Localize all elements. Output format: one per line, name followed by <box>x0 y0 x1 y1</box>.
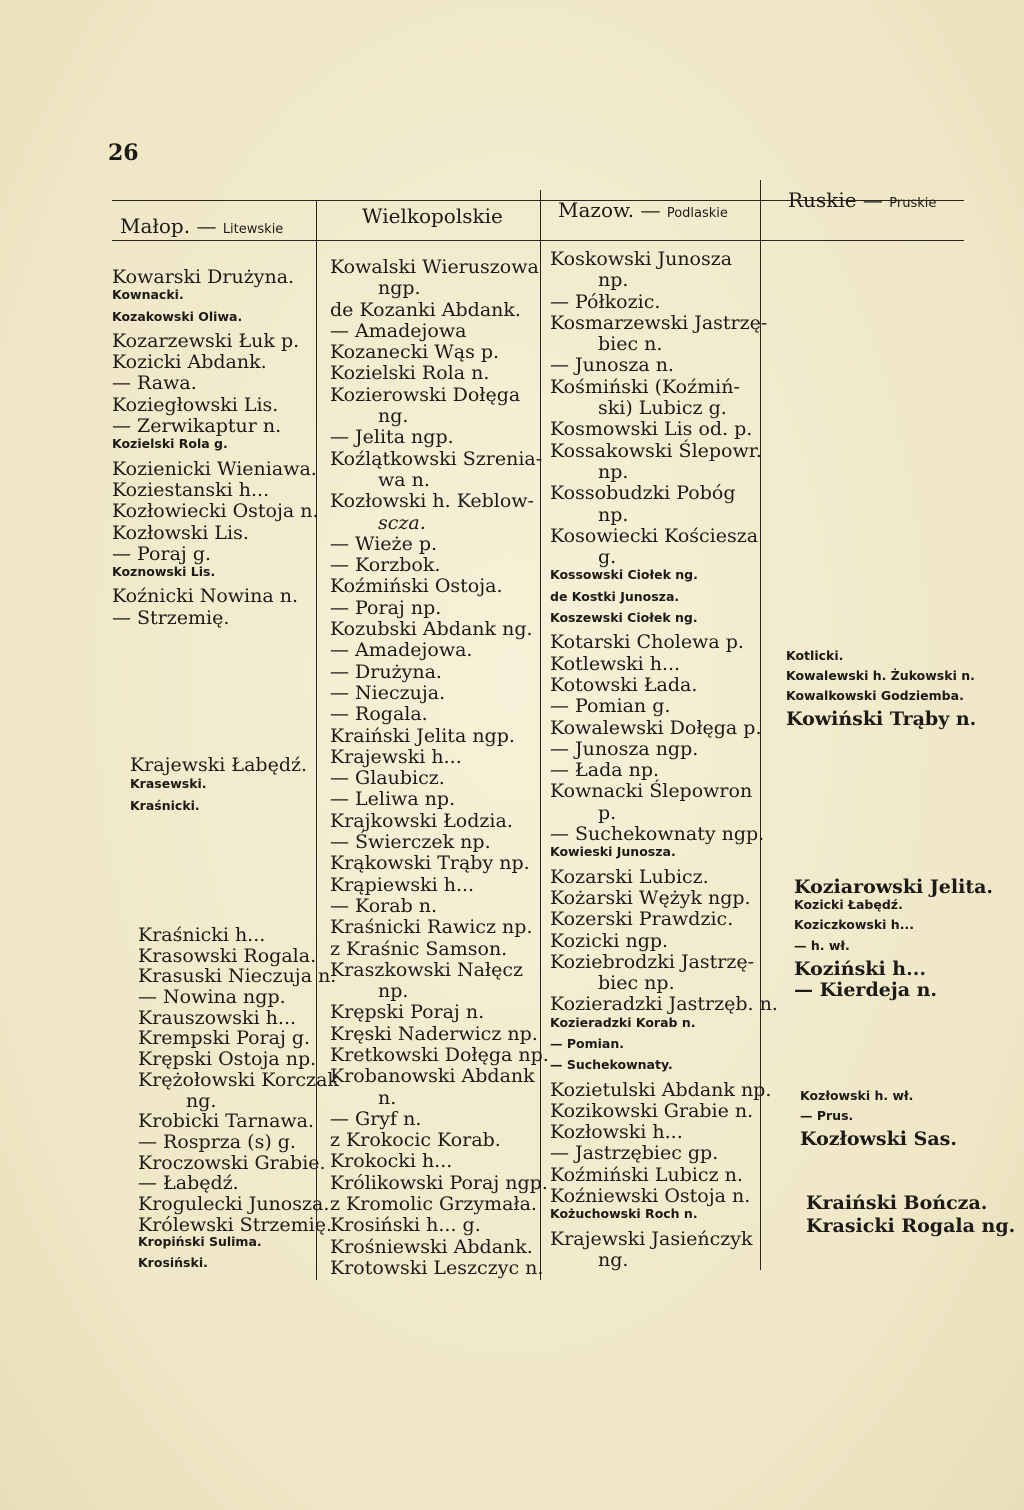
entry-line: Koziegłowski Lis. <box>112 393 279 416</box>
entry-line: wa n. <box>378 468 430 491</box>
entry-line: — Jelita ngp. <box>330 426 454 449</box>
entry-line: Kowiński Trąby n. <box>786 708 977 730</box>
entry-line: Kosowiecki Kościesza <box>550 524 759 547</box>
entry-line: — Gryf n. <box>330 1107 422 1130</box>
entry-line: — h. wł. <box>794 937 850 953</box>
entry-line: — Zerwikaptur n. <box>112 415 282 438</box>
entry-line: Kozietulski Abdank np. <box>550 1078 772 1101</box>
entry-line: Koziński h... <box>794 958 926 980</box>
entry-line: Krajkowski Łodzia. <box>330 809 513 832</box>
column-ruskie-block-4 <box>806 1194 1015 1240</box>
header-sub: Litewskie <box>222 222 284 237</box>
entry-line: Koźmiński Lubicz n. <box>550 1163 743 1186</box>
entry-line: — Prus. <box>800 1108 854 1123</box>
entry-line: Koźmiński Ostoja. <box>330 575 503 598</box>
entry-line: — Pomian. <box>550 1035 624 1051</box>
entry-line: Kowalewski Dołęga p. <box>550 716 762 739</box>
entry-line: Kozłowski Sas. <box>800 1128 957 1150</box>
column-ruskie-block-3 <box>800 1090 957 1150</box>
entry-line: Kozłowski h. wł. <box>800 1088 914 1103</box>
entry-line: Koziebrodzki Jastrzę- <box>550 950 755 973</box>
entry-line: de Kostki Junosza. <box>550 588 680 604</box>
header-wielkopolskie <box>362 204 503 228</box>
entry-line: ski) Lubicz g. <box>598 397 727 420</box>
entry-line: Krasicki Rogala ng. <box>806 1215 1016 1237</box>
entry-line: Krokocki h... <box>330 1150 453 1173</box>
entry-line: — Korab n. <box>330 894 438 917</box>
entry-line: Kotlicki. <box>786 648 844 663</box>
entry-line: Kossowski Ciołek ng. <box>550 567 698 583</box>
entry-line: — Nieczuja. <box>330 681 446 704</box>
entry-line: z Kromolic Grzymała. <box>330 1193 537 1216</box>
entry-line: Kozłowski h... <box>550 1121 683 1144</box>
entry-line: Kraśnicki. <box>130 798 200 813</box>
entry-line: Kozubski Abdank ng. <box>330 618 533 641</box>
entry-line: Kownacki. <box>112 287 184 303</box>
entry-line: Koziczkowski h... <box>794 917 914 932</box>
entry-line: Kowalski Wieruszowa <box>330 256 539 278</box>
column-malop-block-3 <box>138 926 339 1278</box>
header-main: Ruskie — <box>788 188 883 212</box>
entry-line: — Drużyna. <box>330 660 442 683</box>
entry-line: Kozakowski Oliwa. <box>112 308 243 324</box>
column-malop-block-2 <box>130 756 307 822</box>
entry-line: — Amadejowa. <box>330 639 473 662</box>
entry-line: Kotowski Łada. <box>550 673 698 696</box>
entry-line: Krąpiewski h... <box>330 873 475 896</box>
entry-line: — Rogala. <box>330 703 428 726</box>
entry-line: Kraśnicki h... <box>138 924 266 946</box>
entry-line: biec np. <box>598 972 675 995</box>
entry-line: np. <box>598 503 629 526</box>
entry-line: Kozicki ngp. <box>550 929 669 952</box>
entry-line: — Kierdeja n. <box>794 978 938 1001</box>
entry-line: — Półkozic. <box>550 290 661 313</box>
entry-line: Koziestanski h... <box>112 478 270 501</box>
entry-line: Kosmowski Lis od. p. <box>550 418 753 441</box>
column-malop-block-1 <box>112 268 319 630</box>
entry-line: Krępski Ostoja np. <box>138 1048 317 1071</box>
entry-line: Kozarski Lubicz. <box>550 865 709 888</box>
entry-line: np. <box>598 460 629 483</box>
entry-line: Kowieski Junosza. <box>550 844 676 860</box>
entry-line: Kozielski Rola g. <box>112 436 228 452</box>
entry-line: Kowalewski h. Żukowski n. <box>786 668 975 683</box>
entry-line: — Poraj g. <box>112 542 212 565</box>
entry-line: — Suchekownaty. <box>550 1057 673 1073</box>
entry-line: — Korzbok. <box>330 554 441 577</box>
header-main: Mazow. — <box>558 198 661 222</box>
entry-line: Kraiński Bończa. <box>806 1192 988 1214</box>
entry-line: Kowalkowski Godziemba. <box>786 688 964 703</box>
entry-line: Kraszkowski Nałęcz <box>330 958 523 981</box>
entry-line: Krężołowski Korczak <box>138 1068 339 1091</box>
entry-line: Kożuchowski Roch n. <box>550 1206 698 1222</box>
entry-line: Koszewski Ciołek ng. <box>550 610 698 626</box>
entry-line: Kozicki Abdank. <box>112 351 267 374</box>
entry-line: Kozerski Prawdzic. <box>550 908 734 931</box>
entry-line: Kosmarzewski Jastrzę- <box>550 311 768 334</box>
entry-line: Kozienicki Wieniawa. <box>112 457 317 480</box>
entry-line: Krośniewski Abdank. <box>330 1235 533 1258</box>
entry-line: Kraiński Jelita ngp. <box>330 724 515 747</box>
entry-line: Kozierowski Dołęga <box>330 383 521 406</box>
entry-line: Koziarowski Jelita. <box>794 876 994 898</box>
entry-line: Kozłowiecki Ostoja n. <box>112 500 319 523</box>
entry-line: Kownacki Ślepowron <box>550 780 753 803</box>
entry-line: — Wieże p. <box>330 532 438 555</box>
entry-line: Krauszowski h... <box>138 1006 297 1029</box>
entry-line: — Rawa. <box>112 372 197 395</box>
entry-line: Koźniewski Ostoja n. <box>550 1185 751 1208</box>
column-mazow-podlaskie <box>550 250 778 1272</box>
entry-line: de Kozanki Abdank. <box>330 298 521 321</box>
entry-line: Kośmiński (Koźmiń- <box>550 375 740 398</box>
entry-line: — Łada np. <box>550 759 660 782</box>
entry-line: Krobicki Tarnawa. <box>138 1110 315 1133</box>
entry-line: Kozicki Łabędź. <box>794 896 903 912</box>
entry-line: Kropiński Sulima. <box>138 1234 262 1250</box>
entry-line: Krogulecki Junosza. <box>138 1192 330 1215</box>
column-ruskie-block-1 <box>786 650 976 730</box>
entry-line: — Glaubicz. <box>330 767 445 790</box>
entry-line: Krasewski. <box>130 776 207 791</box>
entry-line: Koskowski Junosza <box>550 248 733 270</box>
entry-line: Kozłowski Lis. <box>112 521 249 544</box>
entry-line: Kozłowski h. Keblow- <box>330 490 534 513</box>
entry-line: Kręski Naderwicz np. <box>330 1022 538 1045</box>
entry-line: — Rosprza (s) g. <box>138 1130 296 1153</box>
entry-line: ng. <box>378 405 409 428</box>
entry-line: Krosiński h... g. <box>330 1214 481 1237</box>
entry-line: Kossakowski Ślepowr. <box>550 439 762 462</box>
entry-line: Kozieradzki Korab n. <box>550 1014 696 1030</box>
entry-line: g. <box>598 546 617 569</box>
column-ruskie-block-2 <box>794 878 993 1001</box>
entry-line: Kotarski Cholewa p. <box>550 631 744 654</box>
header-malop-litewskie <box>120 214 283 238</box>
entry-line: — Suchekownaty ngp. <box>550 823 765 846</box>
entry-line: — Pomian g. <box>550 695 671 718</box>
entry-line: Krajewski h... <box>330 745 462 768</box>
entry-line: Kozielski Rola n. <box>330 362 490 385</box>
page-number: 26 <box>108 140 139 166</box>
header-bottom-rule <box>112 240 964 241</box>
entry-line: Krępski Poraj n. <box>330 1001 485 1024</box>
entry-line: Kozanecki Wąs p. <box>330 341 500 364</box>
entry-line: np. <box>598 269 629 292</box>
entry-line: Kroczowski Grabie. <box>138 1151 326 1174</box>
entry-line: Kretkowski Dołęga np. <box>330 1043 549 1066</box>
entry-line: Kossobudzki Pobóg <box>550 482 736 505</box>
entry-line: Krasowski Rogala. <box>138 944 317 967</box>
entry-line: Kozikowski Grabie n. <box>550 1099 754 1122</box>
entry-line: Królewski Strzemię. <box>138 1213 333 1236</box>
entry-line: ng. <box>598 1248 629 1271</box>
entry-line: — Łabędź. <box>138 1172 239 1195</box>
entry-line: scza. <box>378 511 426 534</box>
entry-line: z Kraśnic Samson. <box>330 937 508 960</box>
entry-line: Koźlątkowski Szrenia- <box>330 447 543 470</box>
entry-line: Krosiński. <box>138 1255 208 1270</box>
entry-line: z Krokocic Korab. <box>330 1129 501 1152</box>
entry-line: Kraśnicki Rawicz np. <box>330 916 533 939</box>
entry-line: Krobanowski Abdank <box>330 1065 535 1088</box>
entry-line: — Poraj np. <box>330 596 442 619</box>
header-main: Małop. — <box>120 214 217 238</box>
header-mazow-podlaskie <box>558 198 728 222</box>
entry-line: ngp. <box>378 277 421 300</box>
header-sub: Pruskie <box>889 196 937 211</box>
entry-line: Kozieradzki Jastrzęb. n. <box>550 993 778 1016</box>
entry-line: — Amadejowa <box>330 319 467 342</box>
entry-line: — Junosza ngp. <box>550 737 699 760</box>
entry-line: np. <box>378 980 409 1003</box>
header-ruskie-pruskie <box>788 188 936 212</box>
entry-line: Krajewski Jasieńczyk <box>550 1227 753 1250</box>
entry-line: Krempski Poraj g. <box>138 1027 311 1050</box>
entry-line: Krasuski Nieczuja n. <box>138 965 337 988</box>
entry-line: Krajewski Łabędź. <box>130 754 308 776</box>
entry-line: Kożarski Wężyk ngp. <box>550 886 751 909</box>
entry-line: Koźnicki Nowina n. <box>112 585 299 608</box>
entry-line: — Nowina ngp. <box>138 986 286 1009</box>
entry-line: Koznowski Lis. <box>112 564 216 580</box>
entry-line: biec n. <box>598 333 663 356</box>
entry-line: Królikowski Poraj ngp. <box>330 1171 548 1194</box>
header-main: Wielkopolskie <box>362 204 503 228</box>
entry-line: Kozarzewski Łuk p. <box>112 329 300 352</box>
entry-line: — Strzemię. <box>112 606 230 629</box>
header-sub: Podlaskie <box>666 206 728 221</box>
entry-line: Krotowski Leszczyc n. <box>330 1256 544 1279</box>
entry-line: Kotlewski h... <box>550 652 681 675</box>
entry-line: Krąkowski Trąby np. <box>330 852 530 875</box>
entry-line: n. <box>378 1086 397 1109</box>
entry-line: p. <box>598 801 617 824</box>
entry-line: ng. <box>186 1089 217 1112</box>
entry-line: — Junosza n. <box>550 354 674 377</box>
entry-line: — Leliwa np. <box>330 788 456 811</box>
entry-line: — Jastrzębiec gp. <box>550 1142 719 1165</box>
column-wielkopolskie <box>330 258 549 1280</box>
entry-line: — Świerczek np. <box>330 831 491 854</box>
entry-line: Kowarski Drużyna. <box>112 266 295 288</box>
